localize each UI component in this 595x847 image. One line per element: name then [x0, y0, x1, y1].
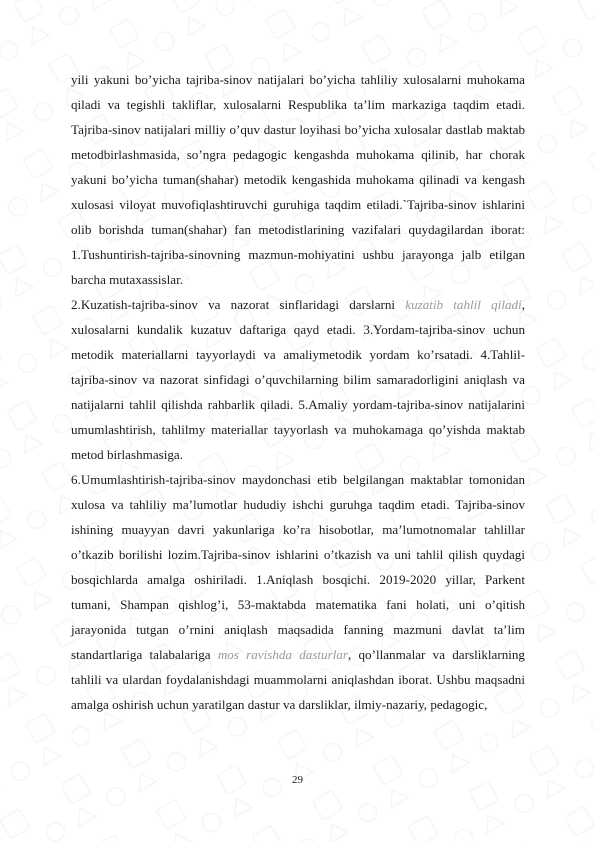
paragraph [71, 467, 525, 717]
page-number: 29 [292, 774, 303, 786]
paragraph [71, 67, 525, 292]
highlighted-phrase: mos ravishda dasturlar [217, 647, 348, 662]
text-segment: 6.Umumlashtirish-tajriba-sinov maydonchasi etib belgilangan maktablar tomonidan xulosa va tahliliy ma’lumotlar hududiy ishchi guruhga taqdim etadi. Tajriba-sinov ishining muayyan davri yakunlariga ko’ra hisobotlar, ma’lumotnomalar tahlillar o’tkazib borilishi lozim.Tajriba-sinov ishlarini o’tkazish va uni tahlil qilish quydagi bosqichlarda amalga oshiriladi. 1.Aniqlash bosqichi. 2019-2020 yillar, Parkent tumani, Shampan qishlog’i, 53-maktabda matematika fani holati, uni o’qitish jarayonida tutgan o’rnini aniqlash maqsadida fanning mazmuni davlat ta’lim standartlariga talabalariga [71, 472, 525, 662]
text-segment: yili yakuni bo’yicha tajriba-sinov natijalari bo’yicha tahliliy xulosalarni muhokama qiladi va tegishli takliflar, xulosalarni Respublika ta’lim markaziga taqdim etadi. Tajriba-sinov natijalari milliy o’quv dastur loyihasi bo’yicha xulosalar dastlab maktab metodbirlashmasida, so’ngra pedagogic kengashda muhokama qilinib, har chorak yakuni bo’yicha tuman(shahar) metodik kengashida muhokama qilinadi va kengash xulosasi viloyat muvofiqlashtiruvchi guruhiga taqdim etiladi.`Tajriba-sinov ishlarini olib borishda tuman(shahar) fan metodistlarining vazifalari quydagilardan iborat: 1.Tushuntirish-tajriba-sinovning mazmun-mohiyatini ushbu jarayonga jalb etilgan barcha mutaxassislar. [71, 72, 525, 287]
highlighted-phrase: kuzatib tahlil qiladi [405, 297, 522, 312]
text-segment: , qo’llanmalar va darsliklarning tahlili va ulardan foydalanishdagi muammolarni aniqlashdan iborat. Ushbu maqsadni amalga oshirish uchun yaratilgan dastur va darsliklar, ilmiy-nazariy, pedagogic, [71, 647, 525, 712]
text-segment: 2.Kuzatish-tajriba-sinov va nazorat sinflaridagi darslarni [71, 297, 406, 312]
text-segment: , xulosalarni kundalik kuzatuv daftariga qayd etadi. 3.Yordam-tajriba-sinov uchun metodik materiallarni tayyorlaydi va amaliymetodik yordam ko’rsatadi. 4.Tahlil-tajriba-sinov va nazorat sinfidagi o’quvchilarning bilim samaradorligini aniqlash va natijalarni tahlil qilishda rahbarlik qiladi. 5.Amaliy yordam-tajriba-sinov natijalarini umumlashtirish, tahlilmy materiallar tayyorlash va muhokamaga qo’yishda maktab metod birlashmasiga. [71, 297, 525, 462]
document-body [71, 67, 525, 717]
paragraph [71, 292, 525, 467]
